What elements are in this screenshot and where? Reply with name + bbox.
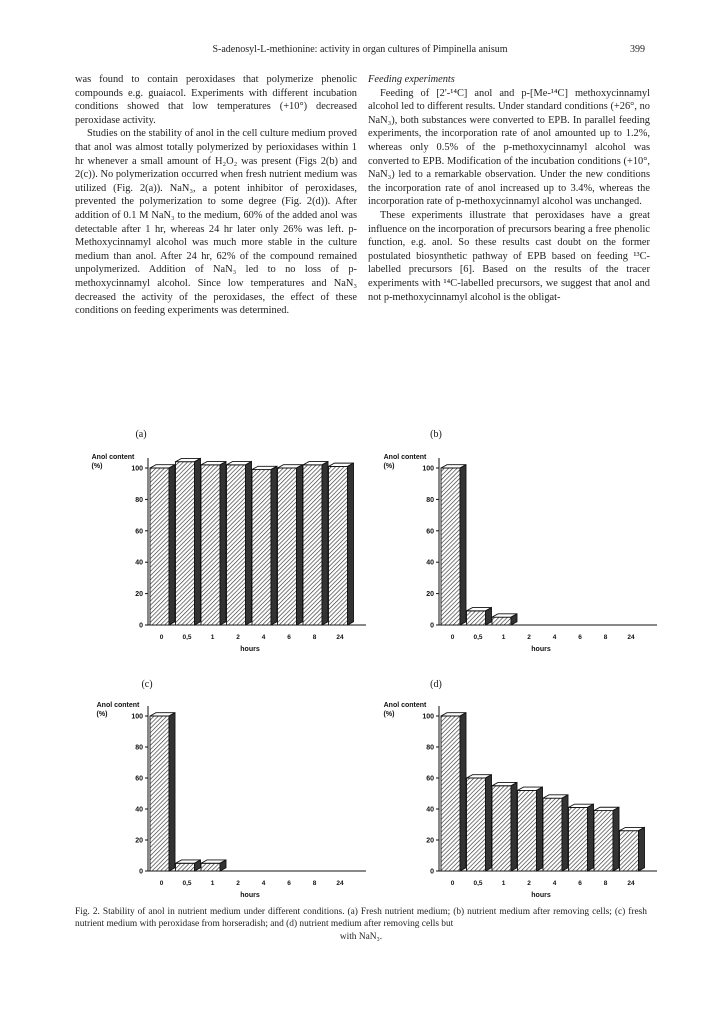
panel-b-bar-side xyxy=(460,465,466,625)
panel-d-bar xyxy=(441,716,460,871)
panel-c-xtick-label: 1 xyxy=(210,880,215,887)
panel-d-bar xyxy=(620,831,639,871)
panel-d-xtick-label: 6 xyxy=(578,880,582,887)
panel-c-xtick-label: 4 xyxy=(261,880,266,887)
panel-b-ytick-label: 80 xyxy=(426,496,434,504)
panel-a-ytick-label: 80 xyxy=(135,496,143,504)
panel-a-bar-side xyxy=(271,466,277,625)
panel-a-xtick-label: 4 xyxy=(261,634,266,641)
panel-b-letter: (b) xyxy=(430,429,442,440)
panel-a-bar-side xyxy=(195,458,201,625)
panel-c-bar xyxy=(201,863,220,871)
panel-d-ytick-label: 20 xyxy=(426,837,434,845)
panel-a-bar xyxy=(150,468,169,625)
panel-d-bar xyxy=(569,807,588,871)
panel-c-xtick-label: 24 xyxy=(336,880,344,887)
panel-a-ytick-label: 20 xyxy=(135,591,143,599)
panel-a-ytick-label: 60 xyxy=(135,528,143,536)
panel-d-bar-side xyxy=(486,775,492,871)
panel-d-bar-side xyxy=(613,807,619,871)
panel-a-xtick-label: 24 xyxy=(336,634,344,641)
panel-b-ylabel-unit: (%) xyxy=(383,463,395,470)
panel-d-xtick-label: 2 xyxy=(527,880,531,887)
panel-c-ytick-label: 40 xyxy=(135,806,143,814)
panel-b-xtick-label: 0 xyxy=(450,634,455,641)
panel-d-bar xyxy=(543,798,562,871)
panel-d-ytick-label: 100 xyxy=(422,713,434,721)
panel-c-ytick-label: 80 xyxy=(135,744,143,752)
panel-c-xtick-label: 2 xyxy=(236,880,240,887)
right-paragraph-1: Feeding of [2'-¹⁴C] anol and p-[Me-¹⁴C] methoxycinnamyl alcohol led to different results. Under standard conditions (+26°, no NaN₃), both substances were converted to EPB. In parallel feeding experiments, the incorporation rate of anol amounted up to 1.2%, whereas only 0.5% of the p-methoxycinnamyl alcohol was converted to EPB. Modification of the incubation conditions (+10°, NaN₃) led to a remarkable observation. Under the new conditions the incorporation rate of anol increased up to 3.4%, whereas the incorporation rate of p-methoxycinnamyl alcohol was unchanged. xyxy=(368,87,650,208)
panel-d-bar xyxy=(492,786,511,871)
panel-b-xtick-label: 8 xyxy=(603,634,608,641)
panel-a-bar-side xyxy=(297,465,303,625)
panel-a-bar-side xyxy=(348,463,354,625)
panel-a-ytick-label: 0 xyxy=(139,622,143,630)
panel-d-xlabel: hours xyxy=(531,892,551,899)
panel-b-xtick-label: 1 xyxy=(501,634,506,641)
panel-a-bar-side xyxy=(322,462,328,625)
panel-b-bar xyxy=(441,468,460,625)
panel-a-letter: (a) xyxy=(135,429,147,440)
panel-c-xlabel: hours xyxy=(240,892,260,899)
panel-a-bar xyxy=(278,468,297,625)
panel-c-xtick-label: 8 xyxy=(312,880,317,887)
panel-d-xtick-label: 1 xyxy=(501,880,506,887)
panel-c-ylabel: Anol content xyxy=(96,702,140,709)
panel-d-bar-side xyxy=(588,804,594,871)
panel-a-bar xyxy=(329,466,348,625)
panel-a-bar xyxy=(252,470,271,625)
panel-a-bar xyxy=(176,462,195,625)
panel-b-xtick-label: 6 xyxy=(578,634,582,641)
section-title: Feeding experiments xyxy=(368,74,455,85)
page-number: 399 xyxy=(630,44,645,55)
panel-b-xtick-label: 2 xyxy=(527,634,531,641)
panel-b-xlabel: hours xyxy=(531,646,551,653)
panel-d-bar-side xyxy=(460,713,466,871)
panel-a-bar xyxy=(227,465,246,625)
panel-c-ytick-label: 20 xyxy=(135,837,143,845)
panel-c-xtick-label: 0 xyxy=(159,880,164,887)
panel-b-ytick-label: 0 xyxy=(430,622,434,630)
panel-a-xtick-label: 6 xyxy=(287,634,291,641)
panel-b-bar xyxy=(492,617,511,625)
panel-c-letter: (c) xyxy=(141,679,153,690)
panel-c-bar xyxy=(150,716,169,871)
panel-d-bar xyxy=(467,778,486,871)
running-title: S-adenosyl-L-methionine: activity in organ cultures of Pimpinella anisum xyxy=(212,44,508,55)
caption-last-line: with NaN₃. xyxy=(339,931,383,942)
panel-a-bar xyxy=(201,465,220,625)
panel-c-ytick-label: 60 xyxy=(135,775,143,783)
panel-c-bar-side xyxy=(169,713,175,871)
panel-d-ylabel: Anol content xyxy=(383,702,427,709)
panel-c-ytick-label: 100 xyxy=(131,713,143,721)
panel-d-bar-side xyxy=(639,827,645,871)
left-paragraph-2: Studies on the stability of anol in the cell culture medium proved that anol was almost totally polymerized by perioxidases within 1 hr whenever a small amount of H₂O₂ was present (Figs 2(b) and 2(c)). No polymerization occurred when fresh nutrient medium was utilized (Fig. 2(a)). NaN₃, a potent inhibitor of peroxidases, prevented the polymerization to some degree (Fig. 2(d)). After addition of 0.1 M NaN₃ to the medium, 60% of the added anol was detectable after 1 hr, whereas 24 hr later only 26% was left. p-Methoxycinnamyl alcohol was much more stable in the culture medium than anol. After 24 hr, 62% of the compound remained unpolymerized. Addition of NaN₃ led to no loss of p-methoxycinnamyl alcohol. Since low temperatures and NaN₃ decreased the activity of the peroxidases, the effect of these conditions on feeding experiments was determined. xyxy=(75,128,357,317)
panel-a-ytick-label: 40 xyxy=(135,559,143,567)
panel-b-bar xyxy=(467,611,486,625)
panel-a-bar-side xyxy=(246,462,252,625)
panel-a-xtick-label: 2 xyxy=(236,634,240,641)
panel-d-bar-side xyxy=(537,787,543,871)
panel-d-letter: (d) xyxy=(430,679,442,690)
panel-a-xtick-label: 1 xyxy=(210,634,215,641)
panel-d-ytick-label: 40 xyxy=(426,806,434,814)
panel-b-xtick-label: 24 xyxy=(627,634,635,641)
panel-c-ylabel-unit: (%) xyxy=(96,711,108,718)
panel-c-bar xyxy=(176,863,195,871)
panel-c-xtick-label: 0,5 xyxy=(182,880,192,887)
panel-d-bar-side xyxy=(511,782,517,871)
panel-b-xtick-label: 4 xyxy=(552,634,557,641)
panel-b-ytick-label: 20 xyxy=(426,591,434,599)
panel-d-ytick-label: 60 xyxy=(426,775,434,783)
panel-b-ytick-label: 40 xyxy=(426,559,434,567)
panel-d-ylabel-unit: (%) xyxy=(383,711,395,718)
panel-d-xtick-label: 4 xyxy=(552,880,557,887)
figure-caption xyxy=(75,906,647,943)
panel-b-ylabel: Anol content xyxy=(383,454,427,461)
panel-a-bar xyxy=(303,465,322,625)
panel-a-bar-side xyxy=(220,462,226,625)
panel-d-ytick-label: 80 xyxy=(426,744,434,752)
panel-d-ytick-label: 0 xyxy=(430,868,434,876)
panel-d-bar xyxy=(518,790,537,871)
right-paragraph-2: These experiments illustrate that peroxidases have a great influence on the incorporation of precursors bearing a free phenolic function, e.g. anol. So these results cast doubt on the former postulated biosynthetic pathway of EPB based on feeding ¹³C-labelled precursors [6]. Based on the results of the tracer experiments with ¹⁴C-labelled precursors, we suggest that anol and not p-methoxycinnamyl alcohol is the obligat- xyxy=(368,209,650,303)
panel-d-bar-side xyxy=(562,795,568,871)
panel-d-xtick-label: 24 xyxy=(627,880,635,887)
panel-c-ytick-label: 0 xyxy=(139,868,143,876)
panel-a-ytick-label: 100 xyxy=(131,465,143,473)
panel-a-xtick-label: 8 xyxy=(312,634,317,641)
panel-d-bar xyxy=(594,811,613,871)
panel-d-xtick-label: 8 xyxy=(603,880,608,887)
panel-b-bar-side xyxy=(486,608,492,625)
panel-a-ylabel: Anol content xyxy=(91,454,135,461)
panel-b-ytick-label: 100 xyxy=(422,465,434,473)
caption-text: Fig. 2. Stability of anol in nutrient medium under different conditions. (a) Fresh nutrient medium; (b) nutrient medium after removing cells; (c) fresh nutrient medium with peroxidase from horseradish; and (d) nutrient medium after removing cells but xyxy=(75,907,647,930)
panel-a-xlabel: hours xyxy=(240,646,260,653)
panel-c-xtick-label: 6 xyxy=(287,880,291,887)
left-paragraph-1: was found to contain peroxidases that polymerize phenolic compounds e.g. guaiacol. Experiments with different incubation conditions showed that low temperatures (+10°) decreased peroxidase activity. xyxy=(75,74,357,126)
panel-b-ytick-label: 60 xyxy=(426,528,434,536)
panel-a-xtick-label: 0 xyxy=(159,634,164,641)
panel-a-bar-side xyxy=(169,465,175,625)
panel-a-ylabel-unit: (%) xyxy=(91,463,103,470)
panel-b-xtick-label: 0,5 xyxy=(473,634,483,641)
panel-a-xtick-label: 0,5 xyxy=(182,634,192,641)
panel-d-xtick-label: 0 xyxy=(450,880,455,887)
panel-d-xtick-label: 0,5 xyxy=(473,880,483,887)
